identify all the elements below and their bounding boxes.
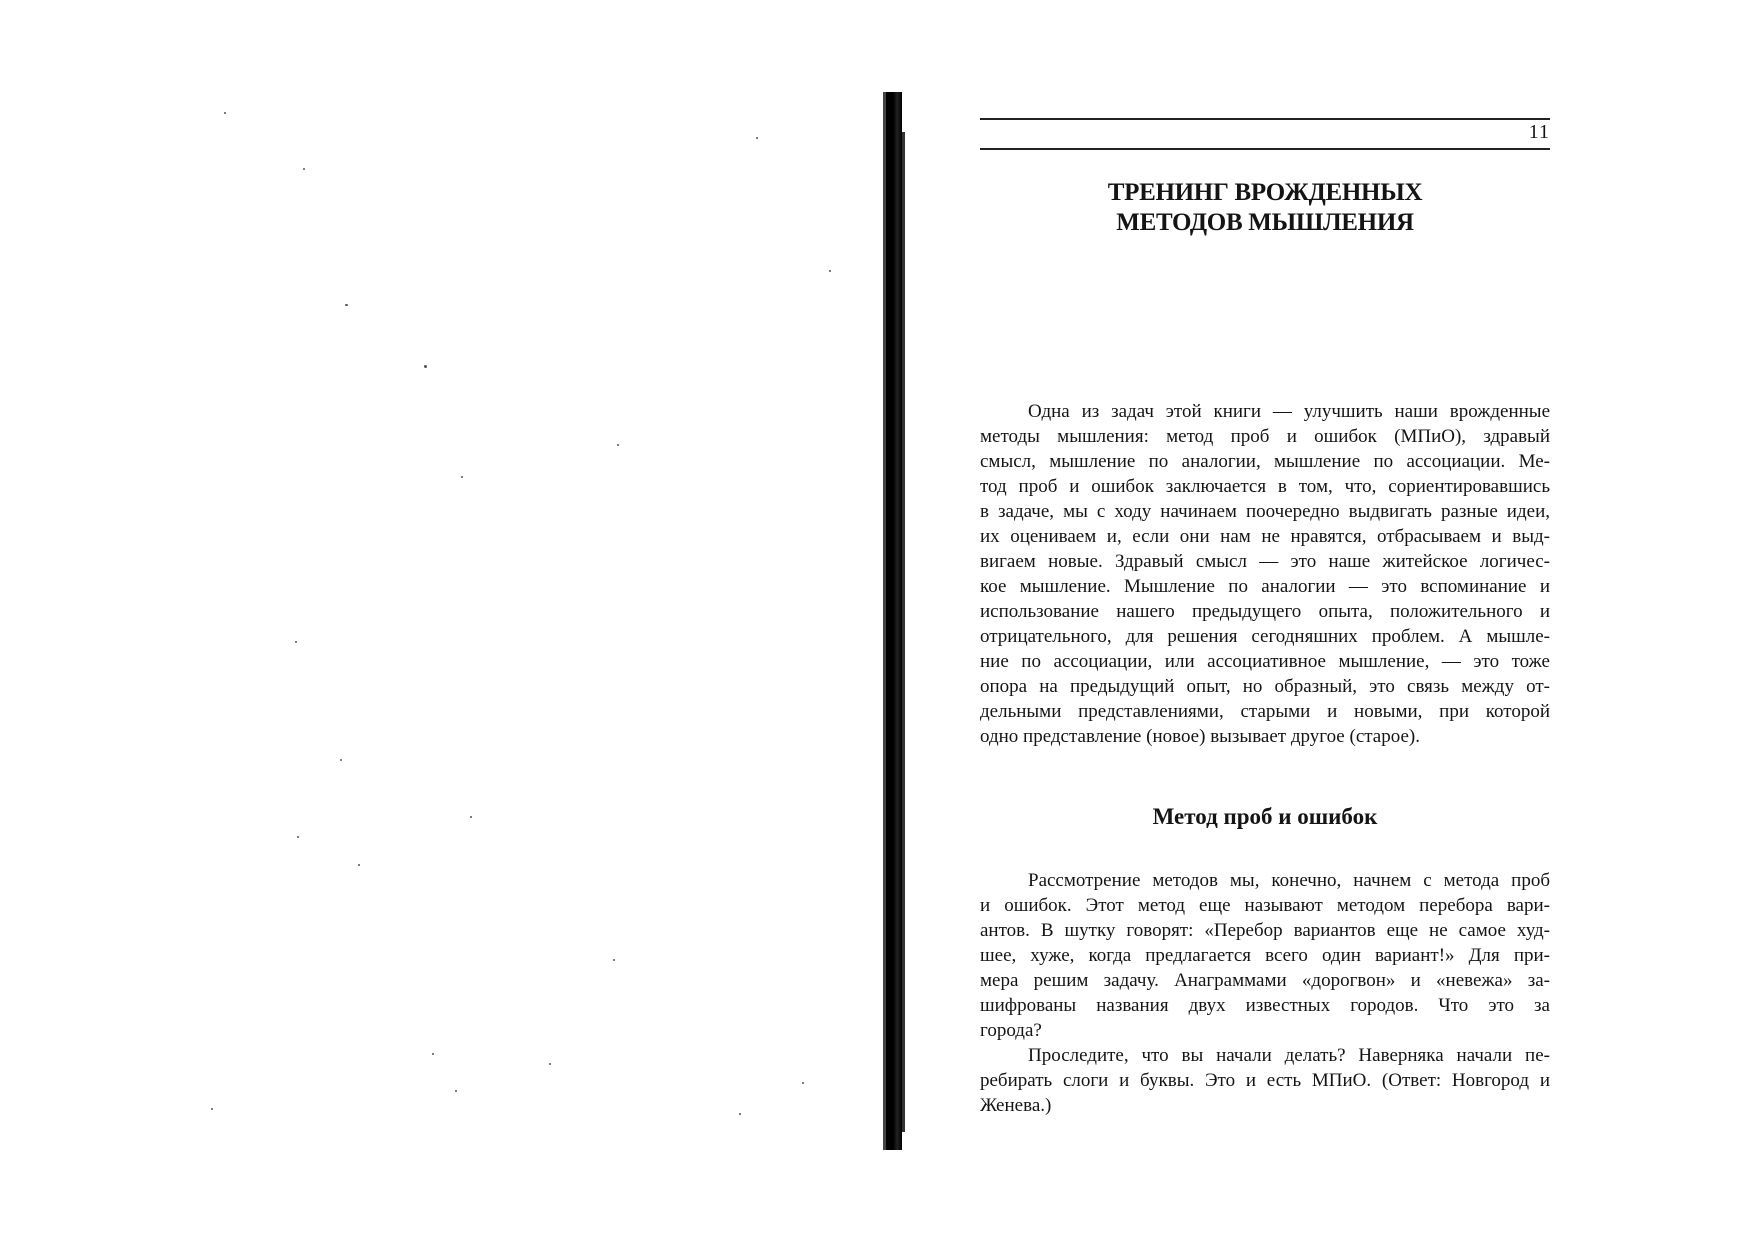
binding-gutter bbox=[886, 92, 902, 1150]
scan-speck bbox=[617, 444, 619, 446]
text-line: кое мышление. Мышление по аналогии — это вспоминание и bbox=[980, 576, 1550, 597]
scan-speck bbox=[470, 816, 472, 818]
chapter-title bbox=[980, 178, 1550, 238]
scan-speck bbox=[613, 959, 615, 961]
section-title: Метод проб и ошибок bbox=[1152, 804, 1378, 829]
text-line: одно представление (новое) вызывает другое (старое). bbox=[980, 726, 1420, 747]
text-line: ребирать слоги и буквы. Это и есть МПиО. (Ответ: Новгород и bbox=[980, 1070, 1550, 1091]
text-line: мера решим задачу. Анаграммами «дорогвон» и «невежа» за- bbox=[980, 970, 1550, 991]
text-line: Проследите, что вы начали делать? Наверняка начали пе- bbox=[1028, 1045, 1550, 1066]
scan-speck bbox=[358, 864, 360, 866]
scan-speck bbox=[461, 476, 463, 478]
text-line: смысл, мышление по аналогии, мышление по ассоциации. Ме- bbox=[980, 451, 1550, 472]
scan-speck bbox=[211, 1108, 213, 1110]
chapter-title-line: ТРЕНИНГ ВРОЖДЕННЫХ bbox=[1107, 179, 1423, 206]
text-line: города? bbox=[980, 1020, 1042, 1041]
text-line: шее, хуже, когда предлагается всего один вариант!» Для при- bbox=[980, 945, 1550, 966]
section-body bbox=[980, 868, 1550, 1118]
scan-speck bbox=[345, 304, 348, 306]
text-line: антов. В шутку говорят: «Перебор вариантов еще не самое худ- bbox=[980, 920, 1550, 941]
page-number: 11 bbox=[1528, 121, 1550, 143]
text-line: опора на предыдущий опыт, но образный, это связь между от- bbox=[980, 676, 1550, 697]
scan-speck bbox=[340, 759, 342, 761]
scan-speck bbox=[224, 112, 226, 114]
scan-speck bbox=[455, 1090, 457, 1092]
text-line: шифрованы названия двух известных городов. Что это за bbox=[980, 995, 1550, 1016]
scan-speck bbox=[295, 641, 297, 643]
text-line: их оцениваем и, если они нам не нравятся, отбрасываем и выд- bbox=[980, 526, 1550, 547]
scan-speck bbox=[549, 1063, 551, 1065]
text-line: дельными представлениями, старыми и новыми, при которой bbox=[980, 701, 1550, 722]
text-line: Одна из задач этой книги — улучшить наши врожденные bbox=[1028, 401, 1550, 422]
text-line: ние по ассоциации, или ассоциативное мышление, — это тоже bbox=[980, 651, 1550, 672]
header-rule-bottom bbox=[980, 148, 1550, 150]
scan-speck bbox=[297, 836, 299, 838]
intro-paragraph bbox=[980, 399, 1550, 749]
scan-speck bbox=[739, 1113, 741, 1115]
scan-speck bbox=[424, 365, 427, 368]
text-line: в задаче, мы с ходу начинаем поочередно выдвигать разные идеи, bbox=[980, 501, 1550, 522]
text-line: Женева.) bbox=[980, 1095, 1052, 1116]
scan-speck bbox=[432, 1053, 434, 1055]
text-line: Рассмотрение методов мы, конечно, начнем с метода проб bbox=[1028, 870, 1550, 891]
scan-speck bbox=[303, 168, 305, 170]
scan-speck bbox=[829, 270, 831, 272]
text-line: тод проб и ошибок заключается в том, что, сориентировавшись bbox=[980, 476, 1550, 497]
right-page bbox=[980, 0, 1550, 1240]
text-line: методы мышления: метод проб и ошибок (МПиО), здравый bbox=[980, 426, 1550, 447]
header-rule-top bbox=[980, 118, 1550, 120]
text-line: вигаем новые. Здравый смысл — это наше житейское логичес- bbox=[980, 551, 1550, 572]
text-line: использование нашего предыдущего опыта, положительного и bbox=[980, 601, 1550, 622]
chapter-title-line: МЕТОДОВ МЫШЛЕНИЯ bbox=[1116, 209, 1414, 236]
scan-speck bbox=[756, 137, 758, 139]
text-line: и ошибок. Этот метод еще называют методом перебора вари- bbox=[980, 895, 1550, 916]
text-line: отрицательного, для решения сегодняшних проблем. А мышле- bbox=[980, 626, 1550, 647]
scan-speck bbox=[802, 1082, 804, 1084]
